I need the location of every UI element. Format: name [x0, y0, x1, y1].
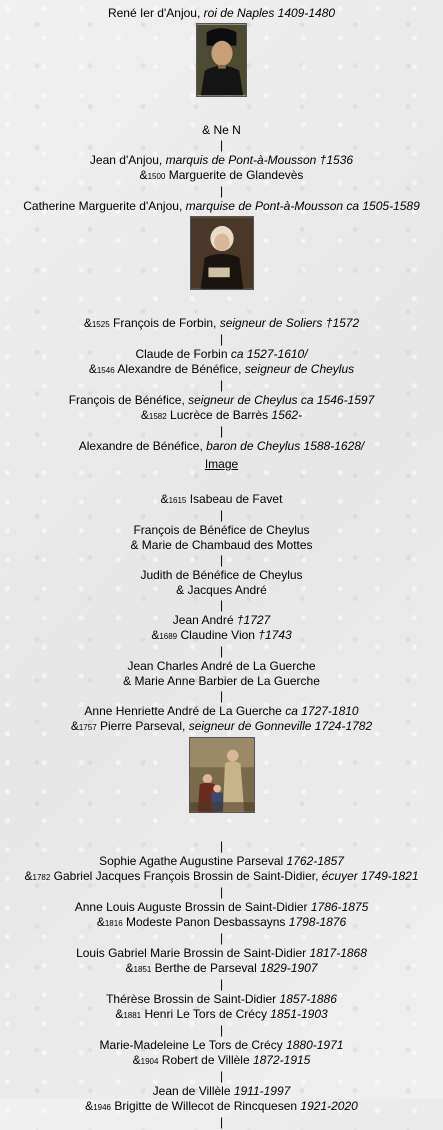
- marriage-year: 1582: [148, 412, 167, 421]
- person-title: 1817-1868: [309, 946, 367, 960]
- person-name: Louis Gabriel Marie Brossin de Saint-Didier: [76, 946, 310, 960]
- spouse-title: 1921-2020: [300, 1099, 358, 1113]
- marriage-symbol: &: [139, 168, 148, 182]
- person-therese: [0, 992, 443, 1007]
- person-claude: [0, 347, 443, 362]
- separator: |: [219, 598, 224, 612]
- marriage-year: 1757: [78, 723, 97, 732]
- marriage-symbol: &: [132, 1053, 141, 1067]
- person-louis-gabriel: [0, 946, 443, 961]
- person-title: roi de Naples 1409-1480: [203, 6, 336, 20]
- person-title: 1880-1971: [286, 1038, 344, 1052]
- person-name: François de Bénéfice,: [68, 393, 189, 407]
- marriage-sophie: [0, 869, 443, 885]
- person-title: baron de Cheylus 1588-1628/: [206, 439, 365, 453]
- marriage-claude: [0, 362, 443, 378]
- image-link[interactable]: Image: [204, 457, 239, 471]
- marriage-anne-louis: [0, 915, 443, 931]
- spouse-name: Berthe de Parseval: [151, 961, 261, 975]
- portrait-family-painting[interactable]: [189, 737, 255, 813]
- spouse-title: seigneur de Cheylus: [244, 362, 355, 376]
- spouse-name: Isabeau de Favet: [186, 492, 283, 506]
- separator: |: [219, 332, 224, 346]
- person-title: 1911-1997: [233, 1084, 291, 1098]
- marriage-symbol: &: [96, 915, 105, 929]
- marriage-jean-charles: & Marie Anne Barbier de La Guerche: [123, 674, 320, 688]
- marriage-jean-andre: [0, 628, 443, 644]
- person-title: ca 1727-1810: [285, 704, 359, 718]
- person-sophie: [0, 854, 443, 869]
- spouse-name: Brigitte de Willecot de Rincquesen: [110, 1099, 301, 1113]
- marriage-therese: [0, 1007, 443, 1023]
- separator: |: [219, 689, 224, 703]
- marriage-francois-benefice: [0, 408, 443, 424]
- person-title: †1727: [236, 613, 271, 627]
- person-judith: Judith de Bénéfice de Cheylus: [140, 568, 303, 582]
- marriage-symbol: &: [140, 408, 149, 422]
- separator: |: [219, 184, 224, 198]
- person-jean-andre: [0, 613, 443, 628]
- person-anne-henriette: [0, 704, 443, 719]
- spouse-title: 1872-1915: [252, 1053, 311, 1067]
- person-jean-charles: Jean Charles André de La Guerche: [127, 659, 316, 673]
- separator: |: [219, 424, 224, 438]
- spouse-title: 1562-: [271, 408, 303, 422]
- person-name: Anne Henriette André de La Guerche: [84, 704, 286, 718]
- separator: |: [219, 1023, 224, 1037]
- marriage-symbol: &: [125, 961, 134, 975]
- person-title: 1857-1886: [279, 992, 337, 1006]
- separator: |: [219, 931, 224, 945]
- spouse-title: 1798-1876: [288, 915, 347, 929]
- person-name: Alexandre de Bénéfice,: [78, 439, 207, 453]
- separator: |: [219, 138, 224, 152]
- spouse-title: †1743: [258, 628, 292, 642]
- marriage-year: 1816: [104, 919, 123, 928]
- marriage-marie-madeleine: [0, 1053, 443, 1069]
- spouse-ne: & Ne N: [202, 123, 241, 137]
- spouse-name: François de Forbin,: [109, 316, 220, 330]
- marriage-symbol: &: [24, 869, 33, 883]
- separator: |: [219, 977, 224, 991]
- portrait-rene[interactable]: [196, 23, 247, 97]
- marriage-louis-gabriel: [0, 961, 443, 977]
- person-name: Catherine Marguerite d'Anjou,: [23, 199, 186, 213]
- person-title: ca 1527-1610/: [230, 347, 308, 361]
- person-catherine: [0, 199, 443, 214]
- separator: |: [219, 553, 224, 567]
- spouse-name: Lucrèce de Barrès: [166, 408, 272, 422]
- spacer: [0, 290, 443, 316]
- portrait-catherine[interactable]: [190, 216, 254, 290]
- separator: |: [219, 378, 224, 392]
- marriage-judith: & Jacques André: [176, 583, 267, 597]
- spouse-title: seigneur de Gonneville 1724-1782: [188, 719, 373, 733]
- separator: |: [219, 1115, 224, 1129]
- person-title: marquis de Pont-à-Mousson †1536: [165, 153, 354, 167]
- person-rene: [0, 6, 443, 21]
- marriage-symbol: &: [70, 719, 79, 733]
- separator: |: [219, 1069, 224, 1083]
- marriage-symbol: &: [85, 1099, 94, 1113]
- marriage-symbol: &: [115, 1007, 124, 1021]
- person-name: René Ier d'Anjou,: [107, 6, 204, 20]
- spouse-name: Gabriel Jacques François Brossin de Saint-Didier,: [50, 869, 322, 883]
- spouse-name: Henri Le Tors de Crécy: [141, 1007, 271, 1021]
- person-name: Jean d'Anjou,: [89, 153, 166, 167]
- marriage-year: 1546: [96, 366, 115, 375]
- marriage-francois-cheylus: & Marie de Chambaud des Mottes: [130, 538, 313, 552]
- person-title: 1786-1875: [310, 900, 369, 914]
- person-name: Claude de Forbin: [135, 347, 231, 361]
- spouse-title: 1829-1907: [260, 961, 318, 975]
- separator: |: [219, 839, 224, 853]
- spouse-name: Marguerite de Glandevès: [165, 168, 304, 182]
- marriage-year: 1946: [93, 1103, 111, 1112]
- person-francois-benefice: [0, 393, 443, 408]
- spouse-title: 1851-1903: [270, 1007, 328, 1021]
- person-francois-cheylus: François de Bénéfice de Cheylus: [133, 523, 310, 537]
- person-name: Sophie Agathe Augustine Parseval: [99, 854, 287, 868]
- spouse-name: Modeste Panon Desbassayns: [122, 915, 289, 929]
- marriage-year: 1500: [147, 172, 166, 181]
- spacer: [0, 813, 443, 839]
- person-name: Thérèse Brossin de Saint-Didier: [106, 992, 280, 1006]
- spouse-name: Pierre Parseval,: [96, 719, 189, 733]
- spouse-name: Claudine Vion: [177, 628, 259, 642]
- person-marie-madeleine: [0, 1038, 443, 1053]
- marriage-symbol: &: [83, 316, 92, 330]
- marriage-year: 1904: [140, 1057, 159, 1066]
- person-name: Marie-Madeleine Le Tors de Crécy: [99, 1038, 287, 1052]
- marriage-jean-anjou: [0, 168, 443, 184]
- separator: |: [219, 508, 224, 522]
- spouse-name: Robert de Villèle: [158, 1053, 253, 1067]
- person-name: Jean de Villèle: [152, 1084, 234, 1098]
- marriage-symbol: &: [88, 362, 97, 376]
- person-anne-louis: [0, 900, 443, 915]
- person-alexandre: [0, 439, 443, 454]
- separator: |: [219, 885, 224, 899]
- person-title: 1762-1857: [286, 854, 344, 868]
- marriage-year: 1782: [32, 873, 51, 882]
- person-title: marquise de Pont-à-Mousson ca 1505-1589: [185, 199, 420, 213]
- marriage-year: 1881: [123, 1011, 142, 1020]
- person-title: seigneur de Cheylus ca 1546-1597: [188, 393, 375, 407]
- marriage-symbol: &: [151, 628, 160, 642]
- separator: |: [219, 644, 224, 658]
- marriage-year: 1851: [133, 965, 152, 974]
- spouse-title: écuyer 1749-1821: [321, 869, 419, 883]
- marriage-anne-henriette: [0, 719, 443, 735]
- person-name: Anne Louis Auguste Brossin de Saint-Didier: [74, 900, 311, 914]
- marriage-symbol: &: [160, 492, 169, 506]
- spouse-name: Alexandre de Bénéfice,: [114, 362, 245, 376]
- marriage-alexandre: [0, 492, 443, 508]
- marriage-year: 1525: [91, 320, 110, 329]
- person-name: Jean André: [172, 613, 237, 627]
- person-jean-anjou: [0, 153, 443, 168]
- spacer: [0, 472, 443, 492]
- spacer: [0, 97, 443, 123]
- marriage-year: 1689: [159, 632, 178, 641]
- marriage-year: 1615: [168, 496, 187, 505]
- person-jean-villele: [0, 1084, 443, 1099]
- marriage-jean-villele: [0, 1099, 443, 1115]
- spouse-title: seigneur de Soliers †1572: [219, 316, 360, 330]
- marriage-catherine: [0, 316, 443, 332]
